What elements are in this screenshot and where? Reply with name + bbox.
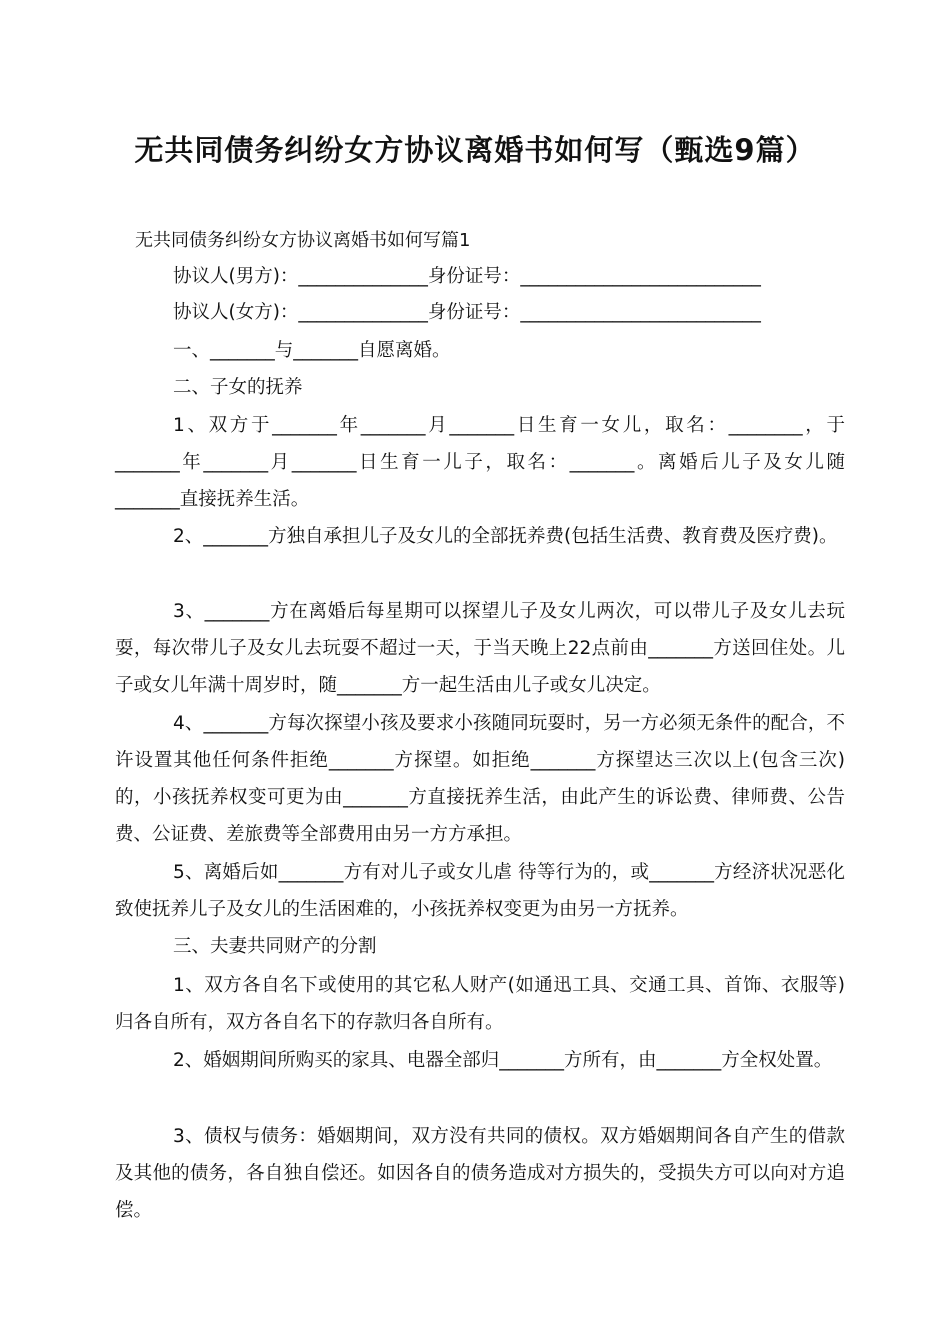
section-heading-property: 三、夫妻共同财产的分割: [173, 936, 377, 957]
paragraph: 2、_______方独自承担儿子及女儿的全部抚养费(包括生活费、教育费及医疗费)。: [173, 526, 838, 547]
paragraph: 3、债权与债务：婚姻期间，双方没有共同的债权。双方婚姻期间各自产生的借款及其他的债务，各自独自偿还。如因各自的债务造成对方损失的，受损失方可以向对方追偿。: [115, 1126, 845, 1221]
paragraph: 4、_______方每次探望小孩及要求小孩随同玩耍时，另一方必须无条件的配合，不许设置其他任何条件拒绝_______方探望。如拒绝_______方探望达三次以上(包含三次)的，小孩抚养权变可更为由_______方直接抚养生活，由此产生的诉讼费、律师费、公告费、公证费、差旅费等全部费用由另一方方承担。: [115, 713, 845, 845]
party-male-line: 协议人(男方)：______________身份证号：__________________________: [173, 266, 761, 287]
party-female-line: 协议人(女方)：______________身份证号：__________________________: [173, 302, 761, 323]
paragraph: 2、婚姻期间所购买的家具、电器全部归_______方所有，由_______方全权处置。: [173, 1050, 833, 1071]
paragraph: 5、离婚后如_______方有对儿子或女儿虐 待等行为的，或_______方经济状况恶化致使抚养儿子及女儿的生活困难的，小孩抚养权变更为由另一方抚养。: [115, 862, 845, 920]
paragraph: 1、双方各自名下或使用的其它私人财产(如通迅工具、交通工具、首饰、衣服等)归各自所有，双方各自名下的存款归各自所有。: [115, 975, 845, 1033]
section-subtitle: 无共同债务纠纷女方协议离婚书如何写篇1: [135, 230, 471, 251]
paragraph: 3、_______方在离婚后每星期可以探望儿子及女儿两次，可以带儿子及女儿去玩耍，每次带儿子及女儿去玩耍不超过一天，于当天晚上22点前由_______方送回住处。儿子或女儿年满十周岁时，随_______方一起生活由儿子或女儿决定。: [115, 601, 845, 696]
document-title: 无共同债务纠纷女方协议离婚书如何写（甄选9篇）: [134, 133, 816, 167]
section-heading-children: 二、子女的抚养: [173, 377, 303, 398]
paragraph: 1、双方于_______年_______月_______日生育一女儿，取名：________，于_______年_______月_______日生育一儿子，取名：_______。离婚后儿子及女儿随_______直接抚养生活。: [115, 415, 845, 510]
clause-divorce: 一、_______与_______自愿离婚。: [173, 340, 451, 361]
